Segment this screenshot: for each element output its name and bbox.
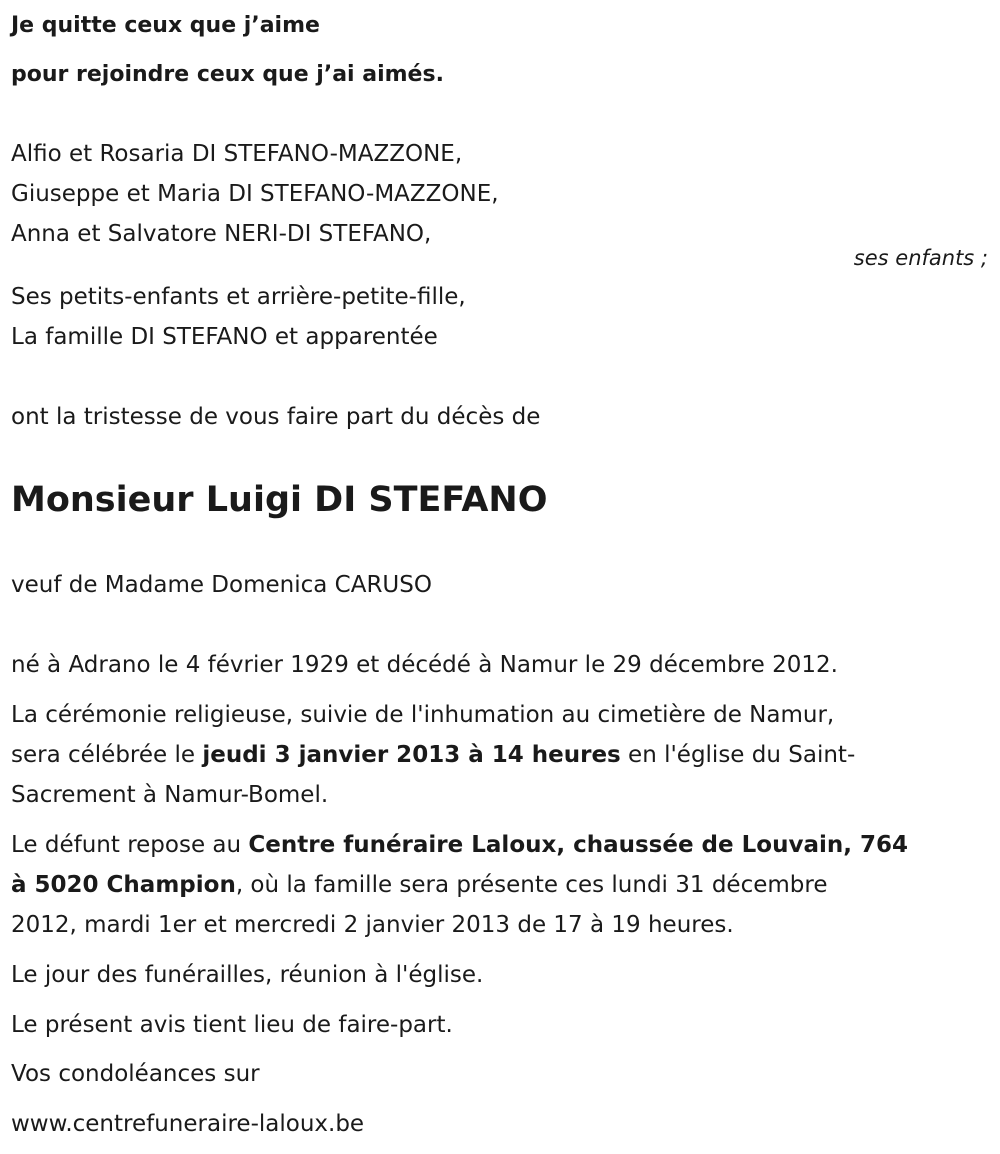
rest-line-3: 2012, mardi 1er et mercredi 2 janvier 2013 de 17 à 19 heures. bbox=[11, 912, 734, 938]
family-line-2: La famille DI STEFANO et apparentée bbox=[11, 324, 438, 350]
rest-line-2-post: , où la famille sera présente ces lundi 31 décembre bbox=[235, 872, 828, 898]
birth-death-text: né à Adrano le 4 février 1929 et décédé à Namur le 29 décembre 2012. bbox=[11, 652, 838, 678]
child-line-2: Giuseppe et Maria DI STEFANO-MAZZONE, bbox=[11, 181, 499, 207]
rest-line-1-pre: Le défunt repose au bbox=[11, 832, 249, 858]
epigraph-line-2: pour rejoindre ceux que j’ai aimés. bbox=[11, 62, 444, 87]
rest-line-1 bbox=[11, 825, 908, 865]
ceremony-date-time: jeudi 3 janvier 2013 à 14 heures bbox=[202, 742, 621, 768]
family-line-1: Ses petits-enfants et arrière-petite-fille, bbox=[11, 284, 466, 310]
announcement-text: ont la tristesse de vous faire part du décès de bbox=[11, 404, 541, 430]
child-line-1: Alfio et Rosaria DI STEFANO-MAZZONE, bbox=[11, 141, 463, 167]
ceremony-line-2 bbox=[11, 735, 855, 775]
deceased-name: Monsieur Luigi DI STEFANO bbox=[11, 480, 548, 520]
children-role-note: ses enfants ; bbox=[853, 246, 988, 270]
ceremony-line-2-post: en l'église du Saint- bbox=[620, 742, 856, 768]
child-line-3: Anna et Salvatore NERI-DI STEFANO, bbox=[11, 221, 432, 247]
funeral-center-city: à 5020 Champion bbox=[11, 872, 236, 898]
funeral-day-text: Le jour des funérailles, réunion à l'église. bbox=[11, 962, 484, 988]
rest-line-2 bbox=[11, 865, 827, 905]
website-link[interactable]: www.centrefuneraire-laloux.be bbox=[11, 1111, 365, 1137]
ceremony-line-1: La cérémonie religieuse, suivie de l'inhumation au cimetière de Namur, bbox=[11, 702, 835, 728]
widower-text: veuf de Madame Domenica CARUSO bbox=[11, 572, 432, 598]
funeral-center-address: Centre funéraire Laloux, chaussée de Louvain, 764 bbox=[248, 832, 908, 858]
epigraph-line-1: Je quitte ceux que j’aime bbox=[11, 13, 320, 38]
ceremony-line-3: Sacrement à Namur-Bomel. bbox=[11, 782, 329, 808]
notice-text: Le présent avis tient lieu de faire-part. bbox=[11, 1012, 453, 1038]
ceremony-line-2-pre: sera célébrée le bbox=[11, 742, 203, 768]
condolences-label: Vos condoléances sur bbox=[11, 1061, 260, 1087]
